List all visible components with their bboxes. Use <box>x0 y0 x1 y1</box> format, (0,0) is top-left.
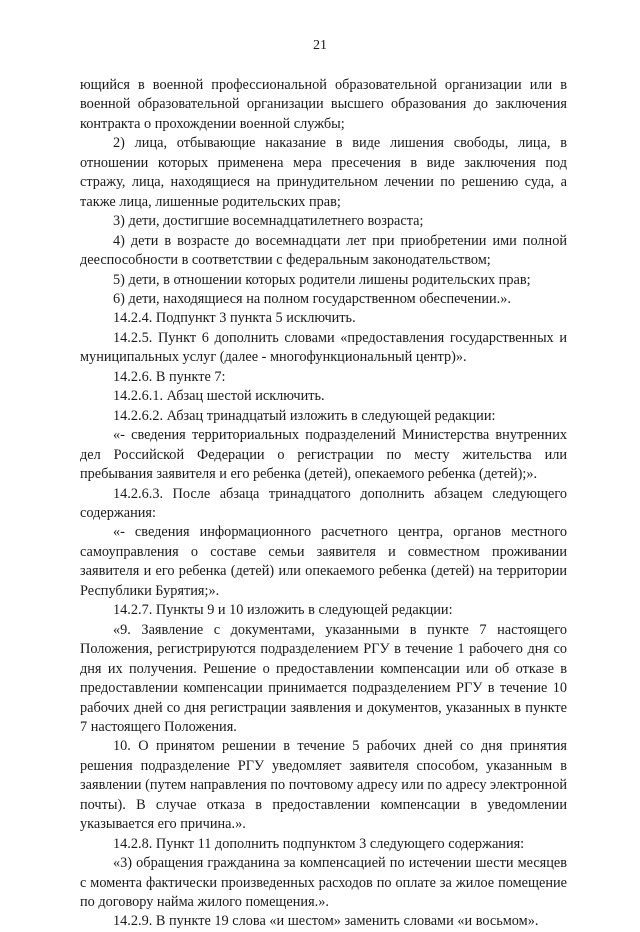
paragraph-item-2: 2) лица, отбывающие наказание в виде лишения свободы, лица, в отношении которых применена мера пресечения в виде заключения под стражу, лица, находящиеся на принудительном лечении по решению суда, а также лица, лишенные родительских прав; <box>80 135 567 210</box>
paragraph-14-2-8: 14.2.8. Пункт 11 дополнить подпунктом 3 следующего содержания: <box>113 835 525 852</box>
paragraph-14-2-6: 14.2.6. В пункте 7: <box>113 368 226 385</box>
paragraph-14-2-6-3: 14.2.6.3. После абзаца тринадцатого дополнить абзацем следующего содержания: <box>80 485 567 521</box>
paragraph-14-2-9: 14.2.9. В пункте 19 слова «и шестом» заменить словами «и восьмом». <box>113 913 539 930</box>
paragraph-14-2-6-2: 14.2.6.2. Абзац тринадцатый изложить в следующей редакции: <box>113 407 496 424</box>
paragraph-14-2-7: 14.2.7. Пункты 9 и 10 изложить в следующей редакции: <box>113 602 453 619</box>
paragraph-item-6: 6) дети, находящиеся на полном государственном обеспечении.». <box>113 290 511 307</box>
paragraph-item-4: 4) дети в возрасте до восемнадцати лет при приобретении ими полной дееспособности в соответствии с федеральным законодательством; <box>80 232 567 269</box>
paragraph-point-9: «9. Заявление с документами, указанными в пункте 7 настоящего Положения, регистрируются подразделением РГУ в течение 1 рабочего дня со дня их получения. Решение о предоставлении компенсации или об отказе в предоставлении компенсации принимается подразделением РГУ в течение 10 рабочих дней со дня регистрации заявления и документов, указанных в пункте 7 настоящего Положения. <box>80 621 567 735</box>
paragraph-item-5: 5) дети, в отношении которых родители лишены родительских прав; <box>113 271 531 288</box>
paragraph-continuation: ющийся в военной профессиональной образовательной организации или в военной образовательной организации высшего образования до заключения контракта о прохождении военной службы; <box>80 77 567 132</box>
paragraph-14-2-6-1: 14.2.6.1. Абзац шестой исключить. <box>113 388 325 405</box>
paragraph-item-3: 3) дети, достигшие восемнадцатилетнего возраста; <box>113 213 424 230</box>
page-number: 21 <box>313 38 327 53</box>
paragraph-14-2-5: 14.2.5. Пункт 6 дополнить словами «предоставления государственных и муниципальных услуг (далее - многофункциональный центр)». <box>80 329 567 366</box>
paragraph-subpoint-3: «3) обращения гражданина за компенсацией по истечении шести месяцев с момента фактически произведенных расходов по оплате за жилое помещение по договору найма жилого помещения.». <box>80 855 567 911</box>
document-body <box>80 76 567 932</box>
paragraph-quote-irc: «- сведения информационного расчетного центра, органов местного самоуправления о составе семьи заявителя и совместном проживании заявителя и его ребенка (детей) или опекаемого ребенка (детей) на территории Республики Бурятия;». <box>80 524 567 599</box>
paragraph-14-2-4: 14.2.4. Подпункт 3 пункта 5 исключить. <box>113 310 356 327</box>
paragraph-point-10: 10. О принятом решении в течение 5 рабочих дней со дня принятия решения подразделение РГУ уведомляет заявителя способом, указанным в заявлении (путем направления по почтовому адресу или по адресу электронной почты). В случае отказа в предоставлении компенсации в уведомлении указывается его причина.». <box>80 738 567 833</box>
paragraph-quote-mvd: «- сведения территориальных подразделений Министерства внутренних дел Российской Федерации о регистрации по месту жительства или пребывания заявителя и его ребенка (детей), опекаемого ребенка (детей);». <box>80 427 567 483</box>
